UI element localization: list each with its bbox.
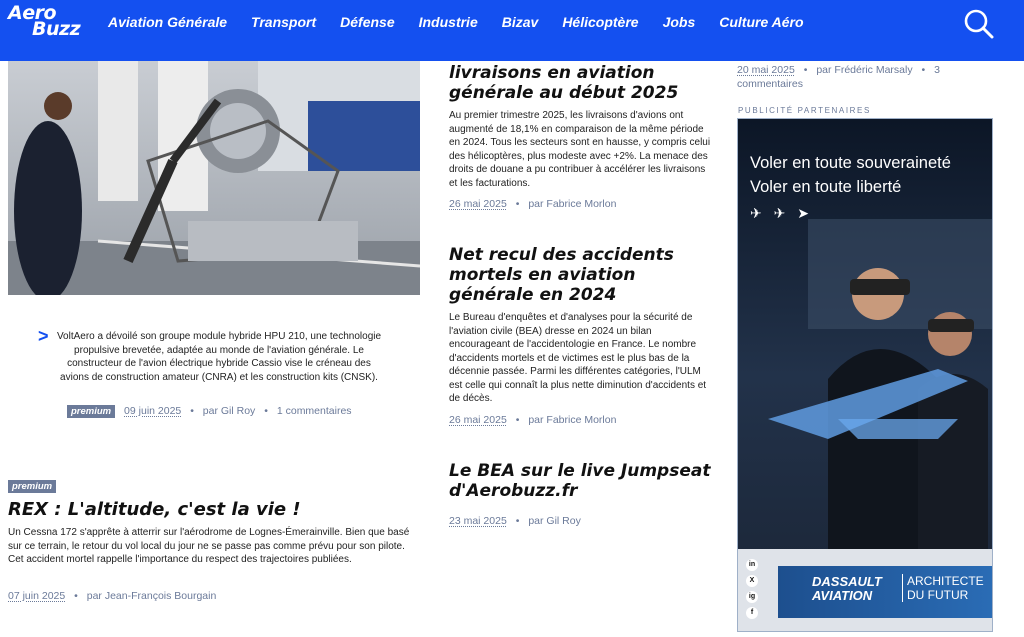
rex-article-excerpt: Un Cessna 172 s'apprête à atterrir sur l'aérodrome de Lognes-Émerainville. Bien que basé sur ce terrain, le retour du vol local du jour ne se passe pas comme prévu pour son pilote. Cet accident mortel rappelle l'importance du respect des trajectoires publiées. — [8, 527, 410, 565]
article-excerpt-accidents: Le Bureau d'enquêtes et d'analyses pour la sécurité de l'aviation civile (BEA) dresse en 2024 un bilan encourageant de l'accidentologie en France. Le nombre d'accidents mortels et de victimes est le plus bas de la décennie passée. Parmi les différentes catégories, l'ULM est celle qui connaît la plus nette diminution d'accidents et de décès. — [449, 312, 707, 404]
meta-separator: • — [74, 590, 78, 602]
ad-headline-2: Voler en toute liberté — [750, 178, 902, 196]
sidebar-author-link[interactable]: par Frédéric Marsaly — [816, 64, 913, 76]
search-icon[interactable] — [962, 7, 996, 41]
brand-line2: AVIATION — [812, 588, 873, 603]
article-meta-bea-live — [449, 515, 581, 527]
rex-author-link[interactable]: par Jean-François Bourgain — [86, 590, 217, 602]
meta-separator: • — [264, 405, 268, 417]
dassault-tagline — [902, 574, 984, 602]
main-nav — [108, 14, 828, 30]
nav-culture-aero[interactable]: Culture Aéro — [719, 14, 804, 30]
sidebar-article-meta: 20 mai 2025 • par Frédéric Marsaly • 3 commentaires — [737, 64, 940, 90]
ad-section-label: PUBLICITÉ PARTENAIRES — [738, 106, 871, 115]
article-title-bea-live[interactable]: Le BEA sur le live Jumpseat d'Aerobuzz.fr — [449, 461, 711, 501]
dassault-ad-banner[interactable] — [737, 118, 993, 632]
facebook-icon[interactable]: f — [746, 607, 758, 619]
sidebar-comments-link[interactable]: 3 commentaires — [737, 64, 940, 90]
meta-separator: • — [515, 198, 520, 210]
ad-headline-1: Voler en toute souveraineté — [750, 154, 951, 172]
nav-jobs[interactable]: Jobs — [662, 14, 696, 30]
linkedin-icon[interactable]: in — [746, 559, 758, 571]
logo-line2: Buzz — [32, 18, 81, 40]
tagline-line1: ARCHITECTE — [907, 574, 984, 588]
x-twitter-icon[interactable]: X — [746, 575, 758, 587]
article-excerpt-livraisons: Au premier trimestre 2025, les livraisons d'avions ont augmenté de 18,1% en comparaison de la même période en 2024. Tous les secteurs sont en hausse, y compris celui des hélicoptères, plus modeste avec +2%. La menace des droits de douane a pu contribuer à accélérer les livraisons et les facturations. — [449, 110, 711, 189]
sidebar-date-link[interactable]: 20 mai 2025 — [737, 64, 795, 76]
meta-separator: • — [515, 515, 520, 527]
article-author-link[interactable]: par Gil Roy — [528, 515, 581, 527]
nav-aviation-generale[interactable]: Aviation Générale — [108, 14, 228, 30]
tagline-line2: DU FUTUR — [907, 588, 969, 602]
jet-icon: ✈ ✈ ➤ — [750, 205, 813, 221]
premium-badge: premium — [67, 405, 115, 418]
hero-date-link[interactable]: 09 juin 2025 — [124, 405, 182, 417]
article-date-link[interactable]: 23 mai 2025 — [449, 515, 507, 527]
ad-social-links — [746, 559, 758, 623]
hero-caption: VoltAero a dévoilé son groupe module hybride HPU 210, une technologie propulsive brevetée, adaptée au monde de l'aviation générale. Le constructeur de l'avion électrique hybride Cassio vise le créneau des avions de construction amateur (CNRA) et les construction kits (CNSK). — [56, 331, 382, 383]
dassault-logo-text — [812, 575, 882, 603]
article-author-link[interactable]: par Fabrice Morlon — [528, 198, 617, 210]
hero-image[interactable] — [8, 61, 420, 295]
rex-meta — [8, 590, 216, 602]
dassault-brand-block — [778, 566, 992, 618]
article-title-livraisons[interactable]: livraisons en aviation générale au début 2025 — [449, 63, 679, 103]
nav-helicoptere[interactable]: Hélicoptère — [562, 14, 639, 30]
meta-separator: • — [190, 405, 194, 417]
rex-date-link[interactable]: 07 juin 2025 — [8, 590, 66, 602]
logo-line1: Aero — [8, 2, 57, 24]
nav-defense[interactable]: Défense — [340, 14, 395, 30]
ad-headline — [750, 151, 951, 199]
rex-article-title[interactable]: REX : L'altitude, c'est la vie ! — [8, 499, 301, 520]
article-date-link[interactable]: 26 mai 2025 — [449, 414, 507, 426]
article-meta-accidents — [449, 414, 616, 426]
instagram-icon[interactable]: ig — [746, 591, 758, 603]
aerobuzz-logo[interactable] — [8, 2, 92, 41]
hero-author-link[interactable]: par Gil Roy — [202, 405, 256, 417]
article-title-accidents[interactable]: Net recul des accidents mortels en aviation générale en 2024 — [449, 245, 674, 305]
nav-bizav[interactable]: Bizav — [501, 14, 539, 30]
meta-separator: • — [515, 414, 520, 426]
article-date-link[interactable]: 26 mai 2025 — [449, 198, 507, 210]
article-meta-livraisons — [449, 198, 616, 210]
nav-transport[interactable]: Transport — [251, 14, 317, 30]
hero-meta — [67, 405, 352, 418]
site-header — [0, 0, 1024, 61]
nav-industrie[interactable]: Industrie — [418, 14, 478, 30]
brand-line1: DASSAULT — [812, 574, 882, 589]
premium-badge: premium — [8, 480, 56, 493]
hero-comments-link[interactable]: 1 commentaires — [276, 405, 352, 417]
caption-chevron-icon: > — [38, 326, 49, 346]
article-author-link[interactable]: par Fabrice Morlon — [528, 414, 617, 426]
